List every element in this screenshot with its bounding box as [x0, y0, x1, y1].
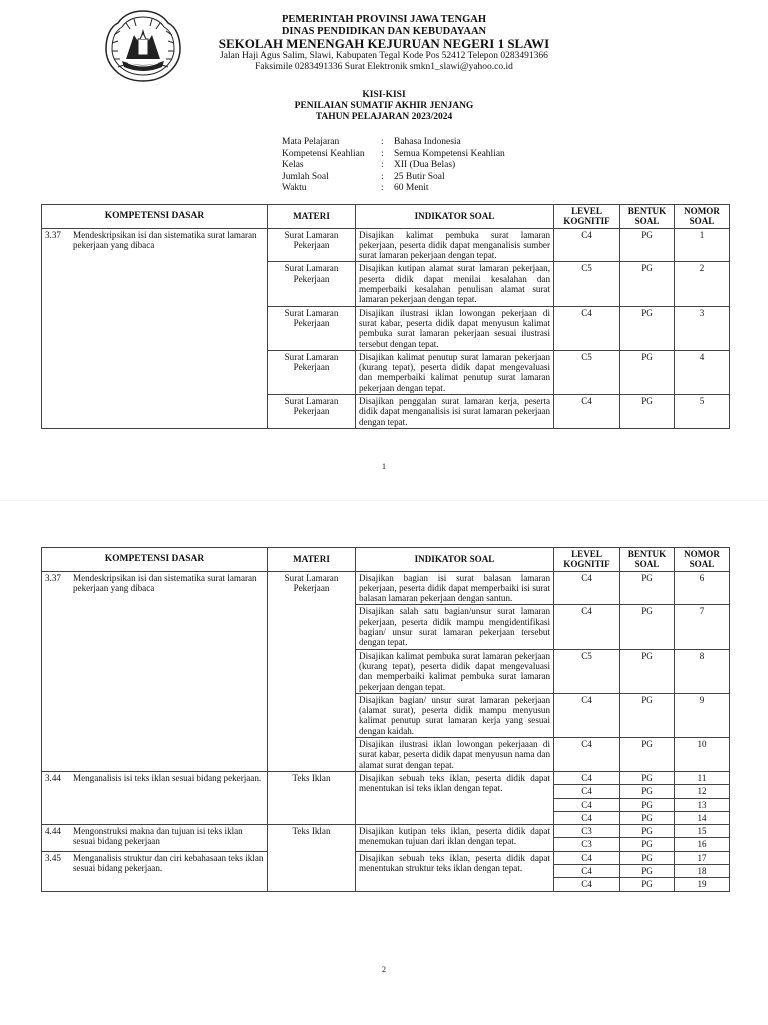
level-cell: C5 [554, 350, 620, 394]
header-level-line1: LEVEL [571, 549, 602, 559]
level-cell: C3 [554, 825, 620, 838]
indikator-cell: Disajikan kalimat pembuka surat lamaran pekerjaan (kurang tepat), peserta didik dapat mengevaluasi dan memperbaiki kalimat pembuka surat lamaran pekerjaan dengan tepat. [356, 649, 554, 693]
header-indikator: INDIKATOR SOAL [356, 205, 554, 229]
info-label: Kompetensi Keahlian [282, 148, 365, 159]
info-label: Kelas [282, 160, 304, 170]
info-row [282, 137, 505, 149]
province-emblem-icon [104, 9, 182, 83]
table-row [42, 851, 730, 864]
level-cell: C4 [554, 693, 620, 737]
indikator-cell: Disajikan kalimat pembuka surat lamaran pekerjaan, peserta didik dapat menganalisis sumber surat lamaran pekerjaan dengan tepat. [356, 228, 554, 262]
indikator-cell: Disajikan salah satu bagian/unsur surat lamaran pekerjaan, peserta didik mampu mengidentifikasi bagian/ unsur surat lamaran pekerjaan tersebut dengan tepat. [356, 605, 554, 649]
header-nomor-line2: SOAL [689, 216, 715, 227]
info-value: 60 Menit [394, 183, 429, 193]
header-materi: MATERI [268, 205, 356, 229]
indikator-cell: Disajikan kutipan alamat surat lamaran pekerjaan, peserta didik dapat menilai kesalahan dan memperbaiki kesalahan penulisan alamat surat lamaran pekerjaan dengan tepat. [356, 262, 554, 306]
header-nomor [675, 205, 730, 229]
header-kompetensi-dasar: KOMPETENSI DASAR [42, 548, 268, 572]
info-colon: : [381, 137, 384, 147]
bentuk-cell: PG [620, 395, 675, 429]
nomor-cell: 12 [675, 785, 730, 798]
kd-text: Mengonstruksi makna dan tujuan isi teks iklan sesuai bidang pekerjaan [73, 826, 243, 847]
info-value: 25 Butir Soal [394, 171, 445, 182]
materi-cell: Surat Lamaran Pekerjaan [268, 571, 356, 771]
title-line-3: TAHUN PELAJARAN 2023/2024 [315, 111, 453, 122]
level-cell: C4 [554, 395, 620, 429]
bentuk-cell: PG [620, 785, 675, 798]
bentuk-cell: PG [620, 262, 675, 306]
bentuk-cell: PG [620, 811, 675, 824]
kd-text: Mendeskripsikan isi dan sistematika surat lamaran pekerjaan yang dibaca [73, 229, 257, 250]
bentuk-cell: PG [620, 825, 675, 838]
header-materi: MATERI [268, 548, 356, 572]
nomor-cell: 1 [675, 228, 730, 262]
level-cell: C4 [554, 878, 620, 891]
header-bentuk [620, 205, 675, 229]
nomor-cell: 9 [675, 693, 730, 737]
letterhead-government: PEMERINTAH PROVINSI JAWA TENGAH [281, 14, 487, 25]
level-cell: C5 [554, 262, 620, 306]
kd-number: 3.37 [45, 229, 61, 240]
info-colon: : [381, 160, 384, 170]
page-number: 2 [382, 965, 386, 974]
bentuk-cell: PG [620, 571, 675, 605]
kd-number: 4.44 [45, 826, 61, 837]
indikator-cell: Disajikan sebuah teks iklan, peserta didik dapat menentukan isi teks iklan dengan tepat. [356, 771, 554, 824]
nomor-cell: 15 [675, 825, 730, 838]
table-row [42, 571, 730, 605]
header-level [554, 205, 620, 229]
level-cell: C4 [554, 738, 620, 772]
indikator-cell: Disajikan penggalan surat lamaran kerja, peserta didik dapat menganalisis isi surat lamaran pekerjaan dengan tepat. [356, 395, 554, 429]
header-level-line1: LEVEL [571, 206, 602, 216]
kd-number: 3.44 [45, 772, 61, 783]
materi-cell: Teks Iklan [268, 771, 356, 824]
document-title [0, 90, 768, 123]
kd-text: Mendeskripsikan isi dan sistematika surat lamaran pekerjaan yang dibaca [73, 572, 257, 593]
materi-cell: Surat Lamaran Pekerjaan [268, 350, 356, 394]
bentuk-cell: PG [620, 738, 675, 772]
bentuk-cell: PG [620, 865, 675, 878]
indikator-cell: Disajikan ilustrasi iklan lowongan pekerjaaan di surat kabar, peserta didik dapat menyusun nama dan alamat surat dengan tepat. [356, 738, 554, 772]
kd-cell [42, 228, 268, 428]
header-bentuk-line2: SOAL [634, 216, 660, 227]
info-colon: : [381, 171, 384, 182]
letterhead-department: DINAS PENDIDIKAN DAN KEBUDAYAAN [281, 25, 487, 37]
bentuk-cell: PG [620, 798, 675, 811]
level-cell: C4 [554, 228, 620, 262]
info-row [282, 172, 505, 184]
indikator-cell: Disajikan kalimat penutup surat lamaran pekerjaan (kurang tepat), peserta didik dapat mengevaluasi dan memperbaiki kalimat penutup surat lamaran pekerjaan dengan tepat. [356, 350, 554, 394]
bentuk-cell: PG [620, 851, 675, 864]
level-cell: C4 [554, 785, 620, 798]
bentuk-cell: PG [620, 228, 675, 262]
title-line-2: PENILAIAN SUMATIF AKHIR JENJANG [294, 100, 474, 111]
nomor-cell: 16 [675, 838, 730, 851]
bentuk-cell: PG [620, 649, 675, 693]
exam-info [282, 137, 505, 195]
bentuk-cell: PG [620, 838, 675, 851]
level-cell: C4 [554, 605, 620, 649]
indikator-cell: Disajikan kutipan teks iklan, peserta didik dapat menemukan tujuan dari iklan dengan tepat. [356, 825, 554, 852]
table-header-row [42, 205, 730, 229]
bentuk-cell: PG [620, 693, 675, 737]
indikator-cell: Disajikan bagian/ unsur surat lamaran pekerjaan (alamat surat), peserta didik mampu menyusun kalimat penutup surat lamaran kerja yang sesuai dengan kaidah. [356, 693, 554, 737]
level-cell: C3 [554, 838, 620, 851]
kd-cell [42, 825, 268, 852]
header-bentuk-line2: SOAL [634, 559, 660, 570]
nomor-cell: 8 [675, 649, 730, 693]
info-colon: : [381, 148, 384, 159]
nomor-cell: 10 [675, 738, 730, 772]
header-kompetensi-dasar: KOMPETENSI DASAR [42, 205, 268, 229]
kd-number: 3.45 [45, 852, 61, 863]
level-cell: C4 [554, 798, 620, 811]
nomor-cell: 17 [675, 851, 730, 864]
level-cell: C4 [554, 865, 620, 878]
info-value: Semua Kompetensi Keahlian [394, 148, 505, 159]
table-row [42, 771, 730, 784]
kd-cell [42, 771, 268, 824]
materi-cell: Surat Lamaran Pekerjaan [268, 306, 356, 350]
nomor-cell: 7 [675, 605, 730, 649]
level-cell: C4 [554, 306, 620, 350]
kd-cell [42, 571, 268, 771]
level-cell: C4 [554, 571, 620, 605]
nomor-cell: 2 [675, 262, 730, 306]
header-nomor-line1: NOMOR [684, 206, 720, 216]
materi-cell: Teks Iklan [268, 825, 356, 891]
header-nomor-line2: SOAL [689, 559, 715, 570]
header-bentuk-line1: BENTUK [627, 206, 667, 216]
nomor-cell: 11 [675, 771, 730, 784]
kd-text: Menganalisis isi teks iklan sesuai bidang pekerjaan. [73, 772, 262, 783]
header-level-line2: KOGNITIF [563, 559, 610, 570]
bentuk-cell: PG [620, 306, 675, 350]
info-label: Mata Pelajaran [282, 137, 340, 147]
indikator-cell: Disajikan ilustrasi iklan lowongan pekerjaan di surat kabar, peserta didik dapat menyusun kalimat pembuka surat lamaran pekerjaan sesuai ilustrasi tersebut dengan tepat. [356, 306, 554, 350]
nomor-cell: 3 [675, 306, 730, 350]
header-bentuk [620, 548, 675, 572]
level-cell: C4 [554, 851, 620, 864]
info-colon: : [381, 183, 384, 193]
materi-cell: Surat Lamaran Pekerjaan [268, 395, 356, 429]
nomor-cell: 4 [675, 350, 730, 394]
kisi-kisi-table-2 [41, 547, 730, 892]
page-number: 1 [382, 462, 386, 471]
nomor-cell: 5 [675, 395, 730, 429]
level-cell: C5 [554, 649, 620, 693]
bentuk-cell: PG [620, 350, 675, 394]
header-level [554, 548, 620, 572]
kd-number: 3.37 [45, 572, 61, 583]
header-nomor [675, 548, 730, 572]
nomor-cell: 14 [675, 811, 730, 824]
letterhead [200, 14, 568, 72]
info-label: Waktu [282, 183, 307, 193]
bentuk-cell: PG [620, 878, 675, 891]
table-header-row [42, 548, 730, 572]
nomor-cell: 18 [675, 865, 730, 878]
info-row [282, 183, 505, 195]
kisi-kisi-table-1 [41, 204, 730, 429]
bentuk-cell: PG [620, 605, 675, 649]
kd-text: Menganalisis struktur dan ciri kebahasaan teks iklan sesuai bidang pekerjaan. [73, 852, 264, 874]
document-page-1 [0, 0, 768, 500]
nomor-cell: 19 [675, 878, 730, 891]
letterhead-school-name: SEKOLAH MENENGAH KEJURUAN NEGERI 1 SLAWI [218, 36, 550, 52]
indikator-cell: Disajikan bagian isi surat balasan lamaran pekerjaan, peserta didik dapat memperbaiki isi surat balasan lamaran pekerjaan dengan santun. [356, 571, 554, 605]
header-nomor-line1: NOMOR [684, 549, 720, 559]
info-label: Jumlah Soal [282, 171, 329, 182]
info-value: XII (Dua Belas) [394, 160, 456, 170]
info-row [282, 149, 505, 161]
header-indikator: INDIKATOR SOAL [356, 548, 554, 572]
info-value: Bahasa Indonesia [394, 137, 461, 147]
indikator-cell: Disajikan sebuah teks iklan, peserta didik dapat menentukan struktur teks iklan dengan tepat. [356, 851, 554, 891]
table-row [42, 825, 730, 838]
materi-cell: Surat Lamaran Pekerjaan [268, 262, 356, 306]
title-line-1: KISI-KISI [362, 90, 406, 100]
header-bentuk-line1: BENTUK [627, 549, 667, 559]
level-cell: C4 [554, 771, 620, 784]
letterhead-contact: Faksimile 0283491336 Surat Elektronik smkn1_slawi@yahoo.co.id [255, 61, 513, 72]
nomor-cell: 13 [675, 798, 730, 811]
letterhead-address: Jalan Haji Agus Salim, Slawi, Kabupaten Tegal Kode Pos 52412 Telepon 0283491366 [220, 51, 548, 62]
info-row [282, 160, 505, 172]
bentuk-cell: PG [620, 771, 675, 784]
nomor-cell: 6 [675, 571, 730, 605]
materi-cell: Surat Lamaran Pekerjaan [268, 228, 356, 262]
header-level-line2: KOGNITIF [563, 216, 610, 227]
table-row [42, 228, 730, 262]
kd-cell [42, 851, 268, 891]
level-cell: C4 [554, 811, 620, 824]
